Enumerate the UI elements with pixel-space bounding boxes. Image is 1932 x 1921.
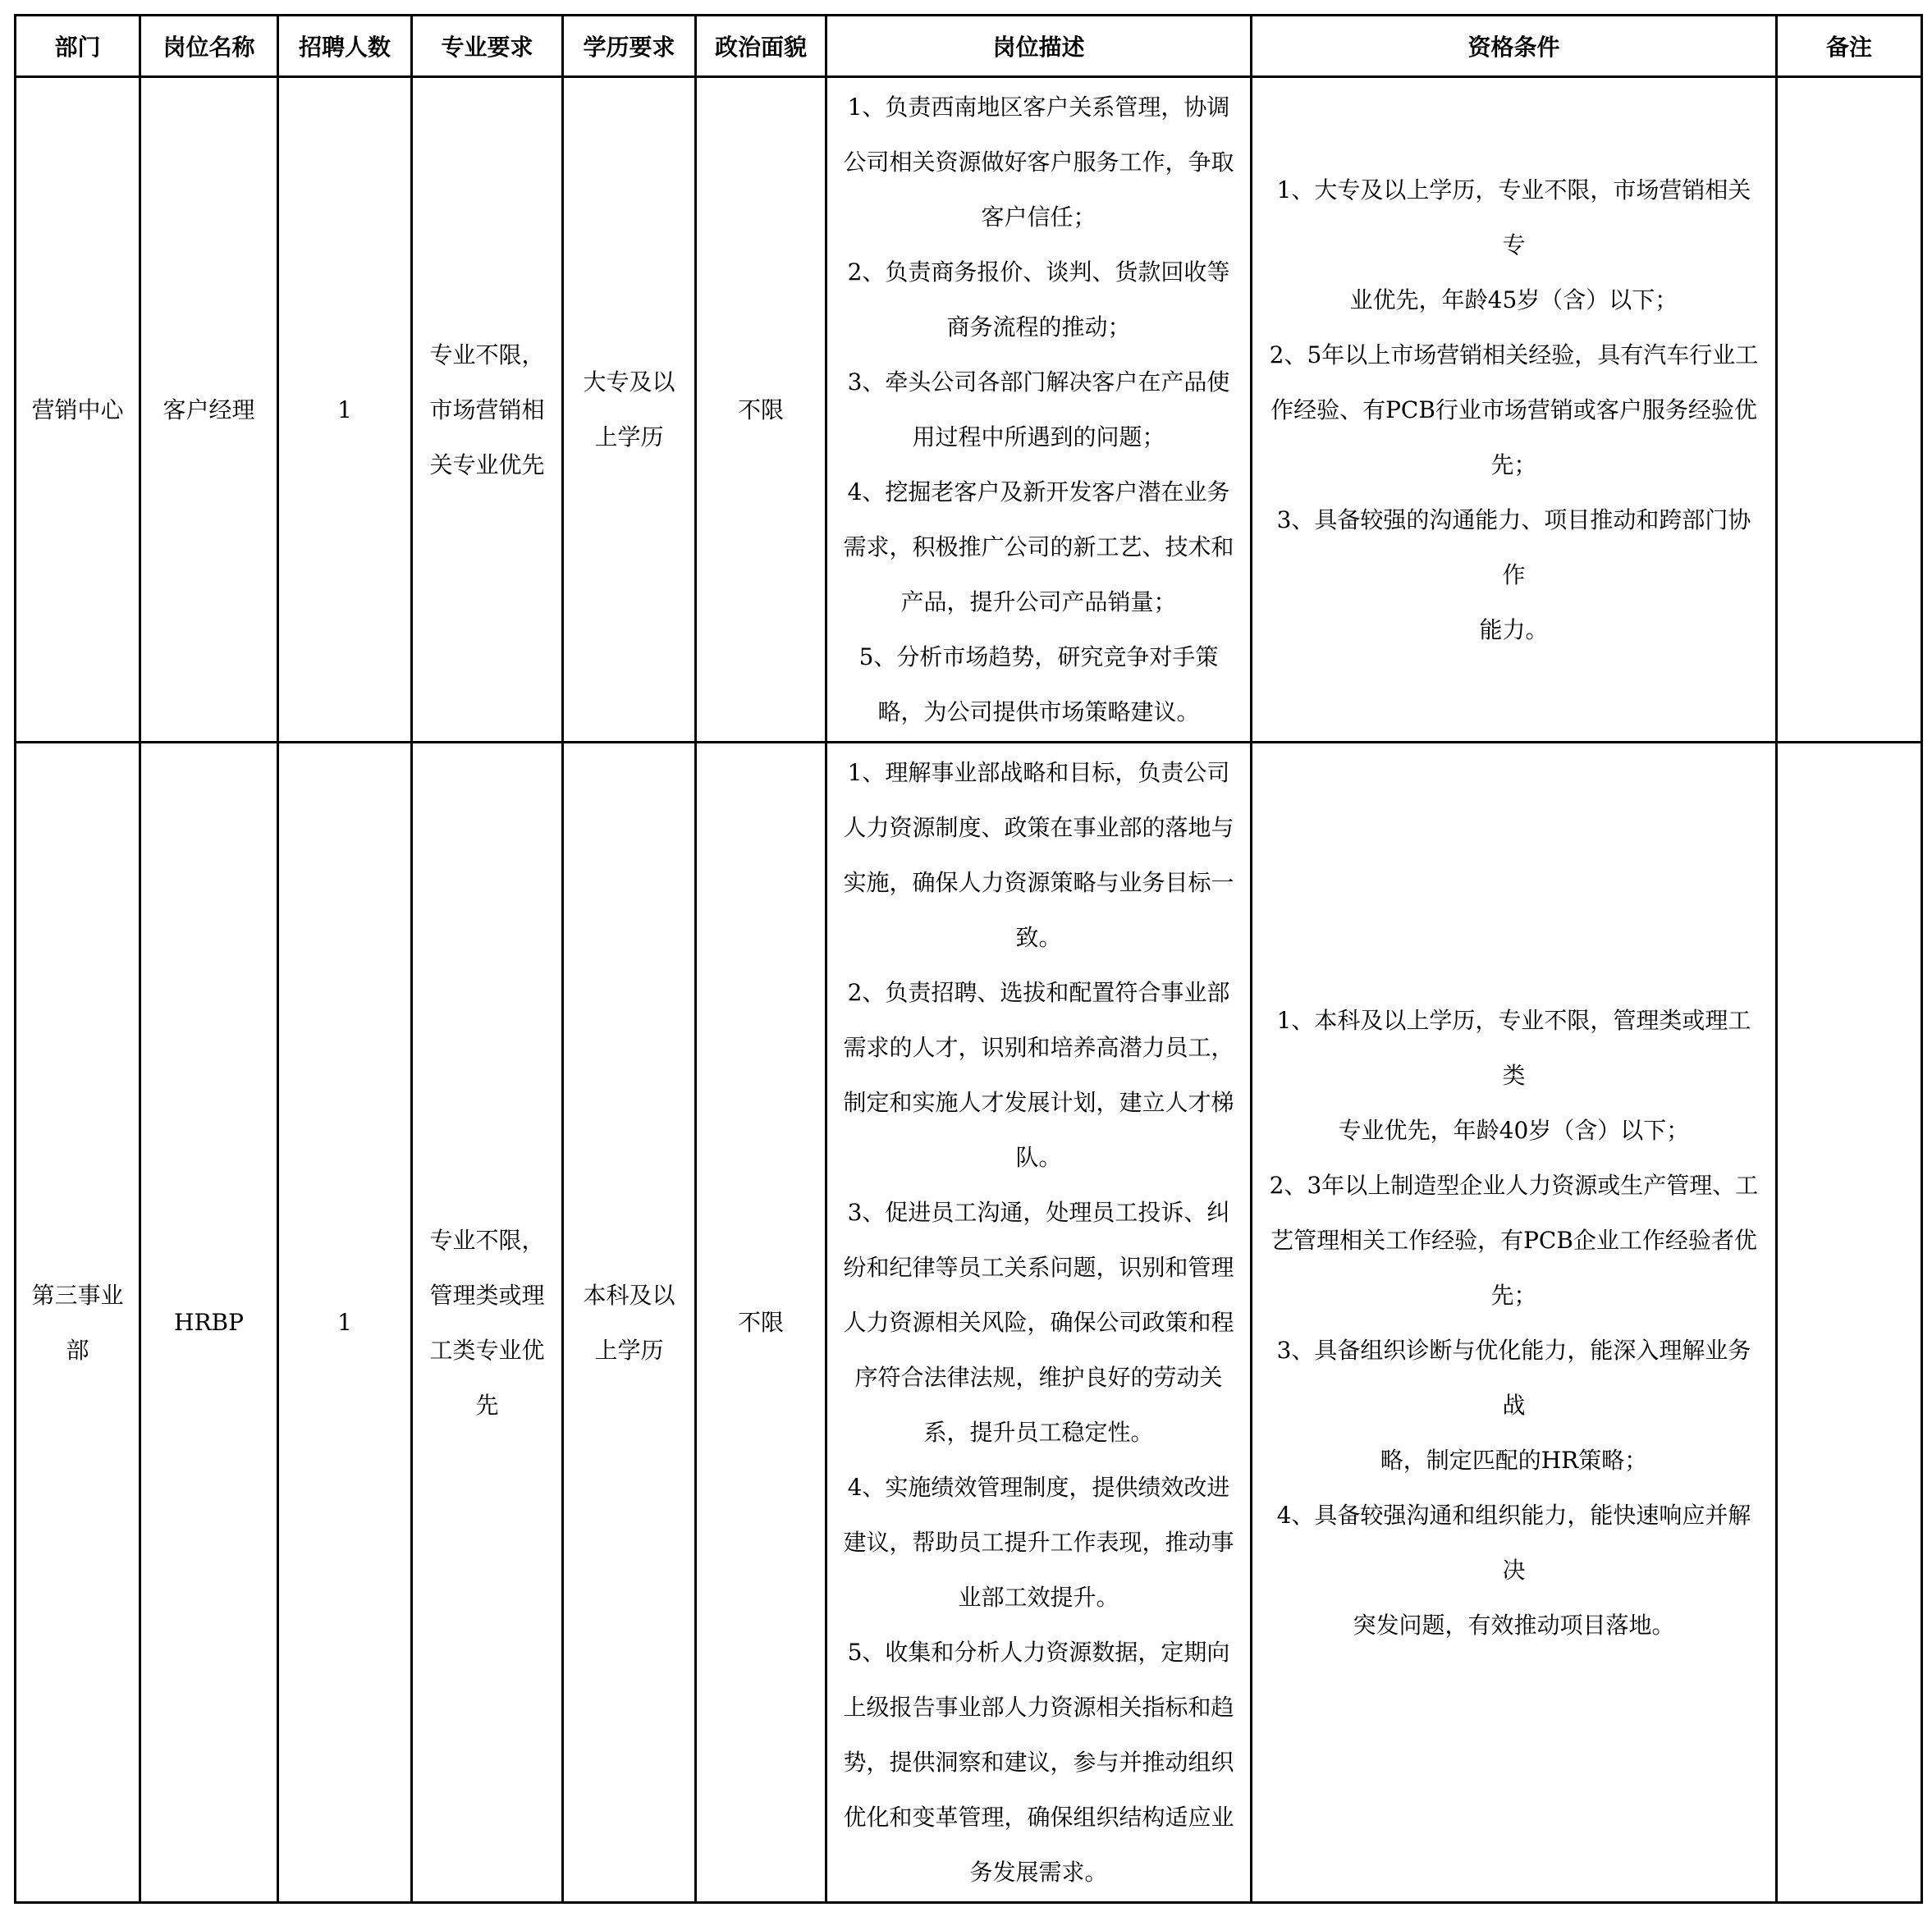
cell-text-line: 实施，确保人力资源策略与业务目标一	[843, 869, 1234, 896]
cell-text-line: 1、大专及以上学历，专业不限，市场营销相关专	[1276, 176, 1751, 258]
cell-text-line: 制定和实施人才发展计划，建立人才梯	[843, 1089, 1234, 1116]
cell-text-line: 人力资源相关风险，确保公司政策和程	[843, 1309, 1234, 1336]
remark-cell	[1777, 77, 1922, 743]
cell-text-line: 能力。	[1479, 615, 1549, 643]
education-cell	[563, 743, 696, 1903]
cell-text-line: 2、5年以上市场营销相关经验，具有汽车行业工	[1269, 341, 1759, 368]
cell-text-line: 产品，提升公司产品销量；	[900, 588, 1177, 615]
cell-text-line: 3、具备较强的沟通能力、项目推动和跨部门协作	[1276, 505, 1751, 588]
cell-text-line: 先	[475, 1391, 499, 1419]
description-cell	[826, 743, 1252, 1903]
cell-text-line: 专业不限，	[429, 1226, 545, 1254]
cell-text-line: 客户经理	[163, 396, 255, 423]
position-cell	[140, 743, 278, 1903]
cell-text-line: 人力资源制度、政策在事业部的落地与	[843, 814, 1234, 841]
cell-text-line: 2、负责商务报价、谈判、货款回收等	[847, 258, 1230, 286]
header-description: 岗位描述	[826, 16, 1252, 77]
header-major: 专业要求	[412, 16, 563, 77]
cell-text-line: 序符合法律法规，维护良好的劳动关	[854, 1364, 1223, 1391]
cell-text-line: 纷和纪律等员工关系问题，识别和管理	[843, 1254, 1234, 1281]
header-education: 学历要求	[563, 16, 696, 77]
cell-text-line: 致。	[1015, 924, 1062, 951]
cell-text-line: 业部工效提升。	[958, 1584, 1119, 1611]
cell-text-line: 上级报告事业部人力资源相关指标和趋	[843, 1694, 1234, 1721]
cell-text-line: 务发展需求。	[969, 1859, 1108, 1886]
cell-text-line: 势，提供洞察和建议，参与并推动组织	[843, 1749, 1234, 1776]
cell-text-line: 上学历	[594, 423, 664, 451]
cell-text-line: 业优先，年龄45岁（含）以下；	[1349, 286, 1678, 313]
cell-text-line: 4、实施绩效管理制度，提供绩效改进	[847, 1474, 1230, 1501]
major-cell	[412, 77, 563, 743]
cell-text-line: 2、负责招聘、选拔和配置符合事业部	[847, 979, 1230, 1006]
cell-text-line: HRBP	[174, 1309, 244, 1336]
department-cell	[16, 77, 140, 743]
major-cell	[412, 743, 563, 1903]
cell-text-line: 大专及以	[583, 368, 675, 396]
job-postings-table	[14, 14, 1923, 1904]
header-political: 政治面貌	[696, 16, 826, 77]
header-remark: 备注	[1777, 16, 1922, 77]
cell-text-line: 部	[66, 1336, 89, 1364]
cell-text-line: 专业不限，	[429, 341, 545, 368]
cell-text-line: 作经验、有PCB行业市场营销或客户服务经验优	[1270, 396, 1757, 423]
count-cell: 1	[278, 77, 412, 743]
cell-text-line: 需求的人才，识别和培养高潜力员工，	[843, 1034, 1234, 1061]
political-cell: 不限	[696, 77, 826, 743]
cell-text-line: 3、牵头公司各部门解决客户在产品使	[847, 368, 1230, 396]
cell-text-line: 5、收集和分析人力资源数据，定期向	[847, 1639, 1230, 1666]
description-cell	[826, 77, 1252, 743]
cell-text-line: 优化和变革管理，确保组织结构适应业	[843, 1804, 1234, 1831]
cell-text-line: 关专业优先	[429, 451, 545, 478]
header-qualification: 资格条件	[1252, 16, 1777, 77]
cell-text-line: 营销中心	[31, 396, 124, 423]
department-cell	[16, 743, 140, 1903]
cell-text-line: 本科及以	[583, 1281, 675, 1309]
cell-text-line: 管理类或理	[429, 1281, 545, 1309]
cell-text-line: 5、分析市场趋势，研究竞争对手策	[858, 643, 1219, 670]
cell-text-line: 3、促进员工沟通，处理员工投诉、纠	[847, 1199, 1230, 1226]
cell-text-line: 上学历	[594, 1336, 664, 1364]
cell-text-line: 公司相关资源做好客户服务工作，争取	[843, 149, 1234, 176]
cell-text-line: 4、具备较强沟通和组织能力，能快速响应并解决	[1276, 1501, 1751, 1584]
table-row	[16, 77, 1922, 743]
cell-text-line: 4、挖掘老客户及新开发客户潜在业务	[847, 478, 1230, 505]
remark-cell	[1777, 743, 1922, 1903]
cell-text-line: 客户信任；	[981, 204, 1096, 231]
qualification-cell	[1252, 743, 1777, 1903]
header-count: 招聘人数	[278, 16, 412, 77]
cell-text-line: 艺管理相关工作经验，有PCB企业工作经验者优	[1270, 1226, 1757, 1254]
cell-text-line: 3、具备组织诊断与优化能力，能深入理解业务战	[1276, 1336, 1751, 1419]
political-cell: 不限	[696, 743, 826, 1903]
cell-text-line: 1、负责西南地区客户关系管理，协调	[847, 94, 1230, 121]
cell-text-line: 略，为公司提供市场策略建议。	[877, 698, 1200, 725]
cell-text-line: 1、理解事业部战略和目标，负责公司	[847, 759, 1230, 786]
qualification-cell	[1252, 77, 1777, 743]
cell-text-line: 队。	[1015, 1144, 1062, 1171]
cell-text-line: 略，制定匹配的HR策略；	[1380, 1446, 1648, 1474]
header-department: 部门	[16, 16, 140, 77]
cell-text-line: 用过程中所遇到的问题；	[912, 423, 1165, 451]
cell-text-line: 突发问题，有效推动项目落地。	[1353, 1611, 1675, 1639]
header-row	[16, 16, 1922, 77]
position-cell	[140, 77, 278, 743]
count-cell: 1	[278, 743, 412, 1903]
cell-text-line: 市场营销相	[429, 396, 545, 423]
cell-text-line: 专业优先，年龄40岁（含）以下；	[1338, 1116, 1690, 1144]
cell-text-line: 需求，积极推广公司的新工艺、技术和	[843, 533, 1234, 560]
cell-text-line: 先；	[1490, 1281, 1537, 1309]
cell-text-line: 建议，帮助员工提升工作表现，推动事	[843, 1529, 1234, 1556]
cell-text-line: 商务流程的推动；	[946, 313, 1131, 341]
cell-text-line: 第三事业	[31, 1281, 124, 1309]
cell-text-line: 2、3年以上制造型企业人力资源或生产管理、工	[1269, 1171, 1759, 1199]
education-cell	[563, 77, 696, 743]
cell-text-line: 1、本科及以上学历，专业不限，管理类或理工类	[1276, 1006, 1751, 1089]
table-row	[16, 743, 1922, 1903]
cell-text-line: 系，提升员工稳定性。	[923, 1419, 1154, 1446]
cell-text-line: 工类专业优	[429, 1336, 545, 1364]
header-position: 岗位名称	[140, 16, 278, 77]
cell-text-line: 先；	[1490, 451, 1537, 478]
